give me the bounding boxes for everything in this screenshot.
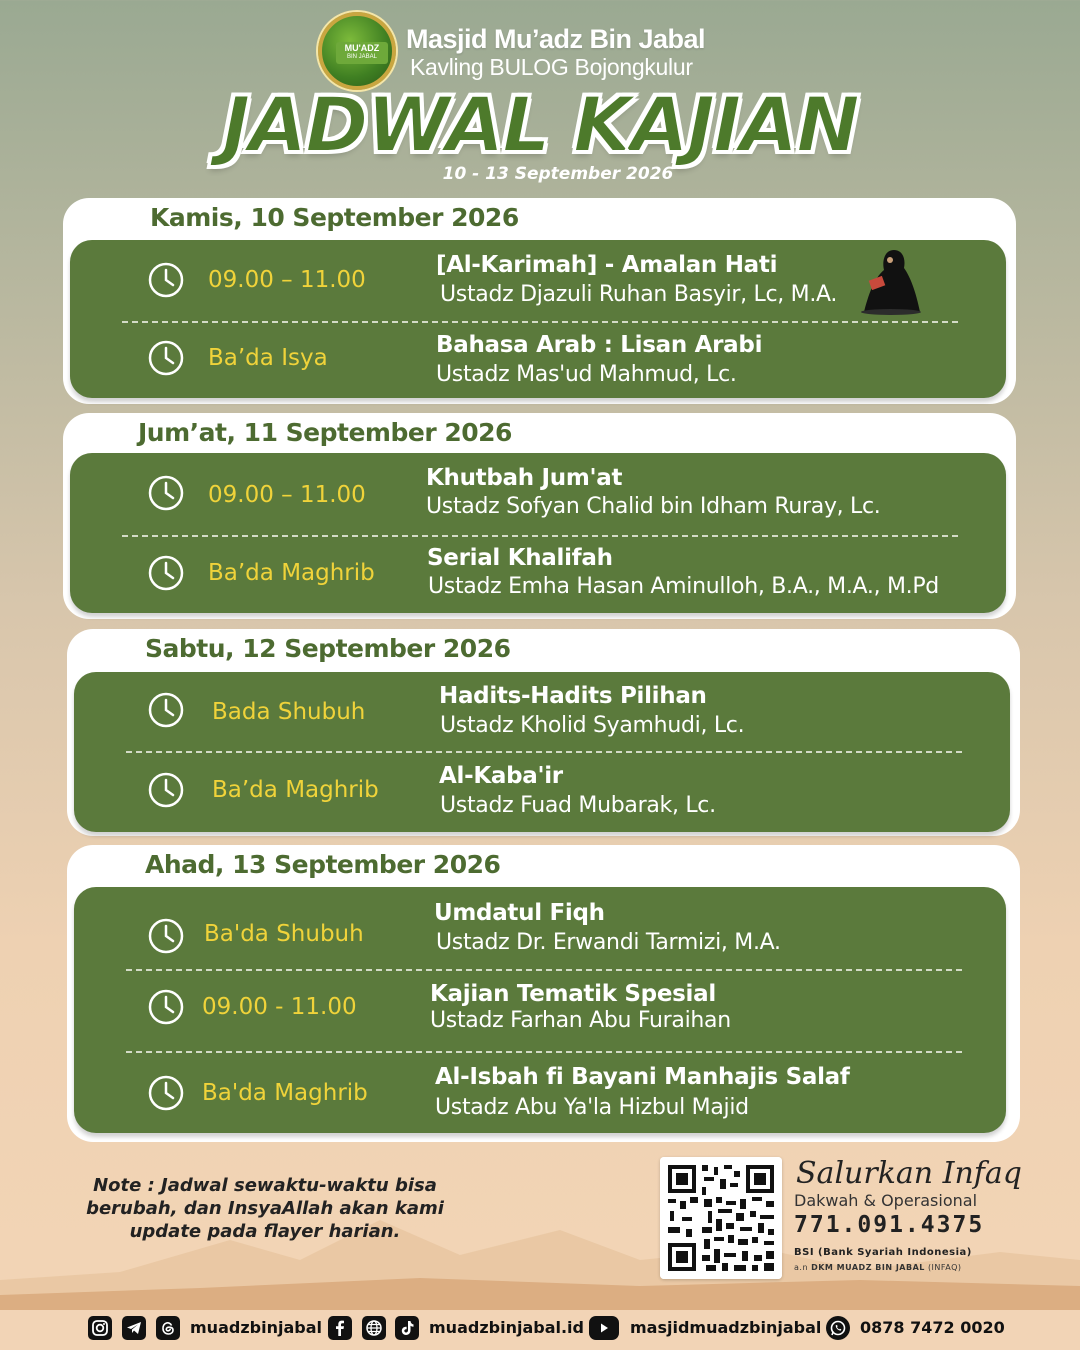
session-time: Bada Shubuh bbox=[212, 699, 366, 725]
session-ustadz: Ustadz Kholid Syamhudi, Lc. bbox=[440, 713, 745, 738]
social-bar bbox=[0, 1313, 1080, 1343]
sessions-panel bbox=[74, 672, 1010, 832]
session-time: Ba’da Maghrib bbox=[208, 560, 375, 586]
clock-icon bbox=[148, 555, 184, 591]
clock-icon bbox=[148, 772, 184, 808]
session-row bbox=[74, 1053, 1006, 1133]
session-row bbox=[70, 322, 1006, 398]
infaq-bank-name: BSI (Bank Syariah Indonesia) bbox=[794, 1247, 972, 1258]
mosque-name: Masjid Mu’adz Bin Jabal bbox=[406, 24, 706, 54]
mosque-location: Kavling BULOG Bojongkulur bbox=[410, 54, 693, 80]
session-row bbox=[74, 672, 1010, 752]
session-time: Ba'da Shubuh bbox=[204, 921, 364, 947]
date-range: 10 - 13 September 2026 bbox=[442, 164, 674, 184]
session-ustadz: Ustadz Sofyan Chalid bin Idham Ruray, Lc. bbox=[426, 494, 881, 519]
session-time: Ba'da Maghrib bbox=[202, 1080, 368, 1106]
globe-icon[interactable] bbox=[362, 1316, 386, 1340]
day-card-kamis bbox=[63, 198, 1016, 404]
telegram-icon[interactable] bbox=[122, 1316, 146, 1340]
session-ustadz: Ustadz Djazuli Ruhan Basyir, Lc, M.A. bbox=[440, 282, 838, 307]
session-topic: Kajian Tematik Spesial bbox=[430, 981, 716, 1007]
infaq-account-holder: a.n DKM MUADZ BIN JABAL (INFAQ) bbox=[794, 1263, 962, 1272]
day-title: Kamis, 10 September 2026 bbox=[150, 203, 519, 232]
session-topic: Hadits-Hadits Pilihan bbox=[439, 683, 707, 709]
website-link[interactable]: muadzbinjabal.id bbox=[429, 1318, 584, 1337]
facebook-icon[interactable] bbox=[328, 1316, 352, 1340]
instagram-icon[interactable] bbox=[88, 1316, 112, 1340]
session-row bbox=[70, 453, 1006, 533]
sessions-panel bbox=[70, 240, 1006, 398]
phone-number[interactable]: 0878 7472 0020 bbox=[860, 1318, 1005, 1337]
session-topic: Umdatul Fiqh bbox=[434, 900, 605, 926]
sessions-panel bbox=[70, 453, 1006, 613]
youtube-icon[interactable] bbox=[589, 1316, 619, 1340]
session-time: Ba’da Maghrib bbox=[212, 777, 379, 803]
day-card-jumat bbox=[63, 413, 1016, 619]
sessions-panel bbox=[74, 887, 1006, 1133]
schedule-note: Note : Jadwal sewaktu-waktu bisa berubah, dan InsyaAllah akan kami update pada flayer harian. bbox=[86, 1175, 444, 1242]
session-row bbox=[74, 887, 1006, 967]
qr-code[interactable] bbox=[660, 1157, 782, 1279]
session-ustadz: Ustadz Emha Hasan Aminulloh, B.A., M.A., M.Pd bbox=[428, 574, 939, 599]
session-topic: Khutbah Jum'at bbox=[426, 465, 623, 491]
session-ustadz: Ustadz Mas'ud Mahmud, Lc. bbox=[436, 362, 737, 387]
session-topic: Al-Kaba'ir bbox=[439, 763, 563, 789]
session-ustadz: Ustadz Fuad Mubarak, Lc. bbox=[440, 793, 716, 818]
clock-icon bbox=[148, 262, 184, 298]
infaq-subtitle: Dakwah & Operasional bbox=[794, 1191, 978, 1210]
day-title: Sabtu, 12 September 2026 bbox=[145, 634, 511, 663]
session-ustadz: Ustadz Farhan Abu Furaihan bbox=[430, 1008, 731, 1033]
page-title: JADWAL KAJIAN bbox=[222, 80, 858, 169]
session-topic: Al-Isbah fi Bayani Manhajis Salaf bbox=[435, 1064, 850, 1090]
session-time: 09.00 – 11.00 bbox=[208, 482, 366, 508]
session-topic: Bahasa Arab : Lisan Arabi bbox=[436, 332, 763, 358]
clock-icon bbox=[148, 918, 184, 954]
youtube-channel[interactable]: masjidmuadzbinjabal bbox=[630, 1318, 822, 1337]
session-row bbox=[70, 537, 1006, 613]
session-row bbox=[70, 240, 1006, 320]
whatsapp-icon[interactable] bbox=[826, 1316, 850, 1340]
session-row bbox=[74, 971, 1006, 1051]
session-topic: [Al-Karimah] - Amalan Hati bbox=[436, 252, 778, 278]
clock-icon bbox=[148, 692, 184, 728]
social-handle[interactable]: muadzbinjabal bbox=[190, 1318, 322, 1337]
infaq-title: Salurkan Infaq bbox=[796, 1156, 1022, 1191]
session-time: 09.00 – 11.00 bbox=[208, 267, 366, 293]
row-divider bbox=[126, 751, 962, 753]
clock-icon bbox=[148, 340, 184, 376]
session-time: 09.00 - 11.00 bbox=[202, 994, 357, 1020]
infaq-account-number: 771.091.4375 bbox=[794, 1212, 985, 1238]
session-ustadz: Ustadz Abu Ya'la Hizbul Majid bbox=[435, 1095, 749, 1120]
day-card-ahad bbox=[67, 845, 1020, 1142]
session-topic: Serial Khalifah bbox=[427, 545, 613, 571]
session-time: Ba’da Isya bbox=[208, 345, 328, 371]
threads-icon[interactable] bbox=[156, 1316, 180, 1340]
day-title: Ahad, 13 September 2026 bbox=[145, 850, 501, 879]
clock-icon bbox=[148, 475, 184, 511]
reading-woman-illustration bbox=[860, 246, 922, 316]
clock-icon bbox=[148, 989, 184, 1025]
day-title: Jum’at, 11 September 2026 bbox=[138, 418, 512, 447]
mosque-logo: MU'ADZ BIN JABAL bbox=[318, 12, 396, 90]
tiktok-icon[interactable] bbox=[395, 1316, 419, 1340]
day-card-sabtu bbox=[67, 629, 1020, 836]
session-ustadz: Ustadz Dr. Erwandi Tarmizi, M.A. bbox=[436, 930, 781, 955]
clock-icon bbox=[148, 1075, 184, 1111]
session-row bbox=[74, 754, 1010, 832]
